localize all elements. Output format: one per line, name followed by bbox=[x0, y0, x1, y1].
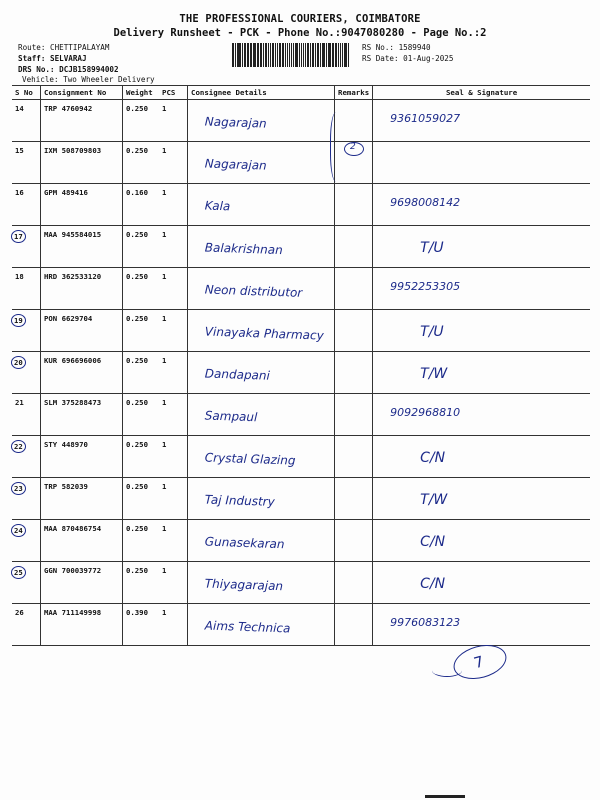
row-consignment-text: IXM 508709803 bbox=[44, 146, 102, 155]
table-row bbox=[12, 352, 590, 394]
col-consignee: Consignee Details bbox=[188, 86, 335, 100]
col-consignment: Consignment No bbox=[41, 86, 123, 100]
row-signature bbox=[373, 268, 590, 310]
row-signature bbox=[373, 310, 590, 352]
row-sno-text: 26 bbox=[15, 608, 24, 617]
signature-handwriting bbox=[376, 146, 587, 154]
row-remarks bbox=[335, 310, 373, 352]
row-consignee bbox=[188, 352, 335, 394]
signature-handwriting: C/N bbox=[420, 450, 446, 466]
signature-handwriting: C/N bbox=[420, 534, 446, 550]
col-weight: Weight bbox=[123, 86, 160, 100]
row-pcs bbox=[159, 226, 188, 268]
row-weight-text: 0.250 bbox=[126, 398, 148, 407]
row-consignee bbox=[188, 142, 335, 184]
consignee-handwriting: Taj Industry bbox=[204, 492, 275, 509]
row-sno bbox=[12, 352, 41, 394]
row-consignee bbox=[188, 268, 335, 310]
row-pcs bbox=[159, 562, 188, 604]
row-consignment bbox=[41, 310, 123, 352]
row-remarks bbox=[335, 604, 373, 646]
row-pcs-text: 1 bbox=[162, 356, 167, 365]
signature-handwriting: 9698008142 bbox=[390, 196, 461, 209]
row-pcs-text: 1 bbox=[162, 188, 167, 197]
row-sno-text: 25 bbox=[11, 566, 26, 579]
row-remarks bbox=[335, 268, 373, 310]
row-consignee bbox=[188, 184, 335, 226]
rs-number: RS No.: 1589940 bbox=[362, 43, 431, 52]
row-weight-text: 0.250 bbox=[126, 146, 148, 155]
row-weight bbox=[123, 436, 160, 478]
table-row bbox=[12, 100, 590, 142]
row-pcs bbox=[159, 478, 188, 520]
row-pcs-text: 1 bbox=[162, 146, 167, 155]
row-weight bbox=[123, 352, 160, 394]
table-row bbox=[12, 184, 590, 226]
row-weight-text: 0.160 bbox=[126, 188, 148, 197]
signature-handwriting: 9976083123 bbox=[390, 616, 461, 629]
row-consignment bbox=[41, 100, 123, 142]
row-signature bbox=[373, 520, 590, 562]
row-pcs-text: 1 bbox=[162, 608, 167, 617]
row-consignment bbox=[41, 436, 123, 478]
row-consignee bbox=[188, 562, 335, 604]
table-row bbox=[12, 226, 590, 268]
company-title: THE PROFESSIONAL COURIERS, COIMBATORE bbox=[179, 13, 421, 25]
row-consignment bbox=[41, 268, 123, 310]
row-sno bbox=[12, 562, 41, 604]
drs-number: DRS No.: DCJB158994002 bbox=[18, 65, 119, 74]
row-weight-text: 0.250 bbox=[126, 314, 148, 323]
row-weight-text: 0.250 bbox=[126, 440, 148, 449]
row-weight-text: 0.250 bbox=[126, 482, 148, 491]
row-sno-text: 18 bbox=[15, 272, 24, 281]
row-consignment bbox=[41, 520, 123, 562]
signature-handwriting: T/W bbox=[420, 492, 448, 508]
row-sno bbox=[12, 142, 41, 184]
row-consignment-text: TRP 4760942 bbox=[44, 104, 93, 113]
col-sno: S No bbox=[12, 86, 41, 100]
row-sno bbox=[12, 226, 41, 268]
consignee-handwriting: Crystal Glazing bbox=[204, 450, 296, 468]
col-remarks: Remarks bbox=[335, 86, 373, 100]
row-pcs bbox=[159, 520, 188, 562]
row-consignment-text: PON 6629704 bbox=[44, 314, 93, 323]
row-pcs-text: 1 bbox=[162, 272, 167, 281]
barcode bbox=[232, 43, 350, 67]
row-pcs-text: 1 bbox=[162, 230, 167, 239]
row-sno-text: 14 bbox=[15, 104, 24, 113]
row-sno-text: 16 bbox=[15, 188, 24, 197]
row-weight bbox=[123, 604, 160, 646]
row-weight bbox=[123, 520, 160, 562]
row-weight bbox=[123, 478, 160, 520]
row-sno-text: 15 bbox=[15, 146, 24, 155]
row-weight-text: 0.250 bbox=[126, 566, 148, 575]
row-consignment-text: SLM 375288473 bbox=[44, 398, 102, 407]
consignee-handwriting: Kala bbox=[204, 198, 231, 214]
row-sno bbox=[12, 268, 41, 310]
row-consignment bbox=[41, 478, 123, 520]
consignee-handwriting: Gunasekaran bbox=[204, 534, 285, 552]
table-row bbox=[12, 310, 590, 352]
consignee-handwriting: Neon distributor bbox=[204, 282, 303, 300]
row-weight bbox=[123, 310, 160, 352]
row-remarks bbox=[335, 478, 373, 520]
row-consignment-text: KUR 696696006 bbox=[44, 356, 102, 365]
col-pcs: PCS bbox=[159, 86, 188, 100]
table-row bbox=[12, 436, 590, 478]
row-pcs bbox=[159, 394, 188, 436]
consignee-handwriting: Vinayaka Pharmacy bbox=[204, 324, 324, 343]
row-weight-text: 0.250 bbox=[126, 356, 148, 365]
row-pcs bbox=[159, 604, 188, 646]
row-sno-text: 23 bbox=[11, 482, 26, 495]
row-pcs-text: 1 bbox=[162, 440, 167, 449]
row-remarks bbox=[335, 436, 373, 478]
row-sno-text: 20 bbox=[11, 356, 26, 369]
consignee-handwriting: Sampaul bbox=[204, 408, 258, 425]
row-consignment-text: STY 448970 bbox=[44, 440, 88, 449]
row-sno-text: 24 bbox=[11, 524, 26, 537]
consignee-handwriting: Nagarajan bbox=[204, 114, 267, 131]
row-consignee bbox=[188, 478, 335, 520]
row-signature bbox=[373, 604, 590, 646]
row-consignment bbox=[41, 352, 123, 394]
row-consignment bbox=[41, 142, 123, 184]
row-pcs bbox=[159, 142, 188, 184]
row-consignee bbox=[188, 226, 335, 268]
row-weight bbox=[123, 226, 160, 268]
row-signature bbox=[373, 478, 590, 520]
row-weight bbox=[123, 142, 160, 184]
row-pcs-text: 1 bbox=[162, 314, 167, 323]
col-signature: Seal & Signature bbox=[373, 86, 590, 100]
row-pcs-text: 1 bbox=[162, 482, 167, 491]
row-sno bbox=[12, 604, 41, 646]
row-consignment bbox=[41, 604, 123, 646]
row-sno-text: 19 bbox=[11, 314, 26, 327]
row-remarks bbox=[335, 394, 373, 436]
staff-label: Staff: SELVARAJ bbox=[18, 54, 87, 63]
vehicle-label: Vehicle: Two Wheeler Delivery bbox=[22, 75, 155, 84]
row-signature bbox=[373, 142, 590, 184]
row-weight-text: 0.390 bbox=[126, 608, 148, 617]
signature-handwriting: 9361059027 bbox=[390, 112, 461, 125]
row-remarks bbox=[335, 184, 373, 226]
row-pcs-text: 1 bbox=[162, 398, 167, 407]
row-weight bbox=[123, 394, 160, 436]
row-pcs-text: 1 bbox=[162, 104, 167, 113]
row-pcs-text: 1 bbox=[162, 566, 167, 575]
row-signature bbox=[373, 562, 590, 604]
remark-bracket bbox=[330, 112, 345, 182]
delivery-table bbox=[12, 85, 590, 646]
row-consignee bbox=[188, 436, 335, 478]
row-weight-text: 0.250 bbox=[126, 230, 148, 239]
row-consignment bbox=[41, 394, 123, 436]
row-pcs bbox=[159, 436, 188, 478]
row-weight bbox=[123, 562, 160, 604]
rs-date: RS Date: 01-Aug-2025 bbox=[362, 54, 454, 63]
row-consignment-text: GPM 489416 bbox=[44, 188, 88, 197]
row-weight-text: 0.250 bbox=[126, 272, 148, 281]
table-row bbox=[12, 394, 590, 436]
row-consignee bbox=[188, 100, 335, 142]
row-signature bbox=[373, 394, 590, 436]
route-label: Route: CHETTIPALAYAM bbox=[18, 43, 110, 52]
consignee-handwriting: Dandapani bbox=[204, 366, 271, 383]
row-signature bbox=[373, 352, 590, 394]
row-pcs bbox=[159, 268, 188, 310]
bottom-scribble bbox=[425, 795, 465, 798]
remark-mark: 2 bbox=[350, 142, 356, 152]
signature-handwriting: T/U bbox=[420, 324, 444, 340]
row-pcs bbox=[159, 184, 188, 226]
row-sno bbox=[12, 520, 41, 562]
row-consignment-text: MAA 945584015 bbox=[44, 230, 102, 239]
row-sno bbox=[12, 184, 41, 226]
table-row bbox=[12, 562, 590, 604]
table-header-row bbox=[12, 86, 590, 100]
remark-circle bbox=[344, 142, 364, 156]
consignee-handwriting: Aims Technica bbox=[204, 618, 291, 636]
row-consignment-text: MAA 870486754 bbox=[44, 524, 102, 533]
row-consignee bbox=[188, 310, 335, 352]
row-weight-text: 0.250 bbox=[126, 524, 148, 533]
page-count-circle bbox=[450, 640, 510, 685]
row-sno-text: 21 bbox=[15, 398, 24, 407]
signature-handwriting: T/W bbox=[420, 366, 448, 382]
row-consignee bbox=[188, 520, 335, 562]
consignee-handwriting: Balakrishnan bbox=[204, 240, 283, 258]
row-sno bbox=[12, 310, 41, 352]
row-sno bbox=[12, 436, 41, 478]
row-remarks bbox=[335, 226, 373, 268]
row-sno-text: 17 bbox=[11, 230, 26, 243]
row-sno bbox=[12, 100, 41, 142]
row-remarks bbox=[335, 520, 373, 562]
table-row bbox=[12, 478, 590, 520]
row-consignment-text: TRP 582039 bbox=[44, 482, 88, 491]
table-row bbox=[12, 142, 590, 184]
row-weight bbox=[123, 100, 160, 142]
row-consignment-text: GGN 700039772 bbox=[44, 566, 102, 575]
row-weight-text: 0.250 bbox=[126, 104, 148, 113]
signature-handwriting: T/U bbox=[420, 240, 444, 256]
table-row bbox=[12, 604, 590, 646]
consignee-handwriting: Nagarajan bbox=[204, 156, 267, 173]
row-signature bbox=[373, 184, 590, 226]
table-row bbox=[12, 520, 590, 562]
row-consignment-text: MAA 711149998 bbox=[44, 608, 102, 617]
row-pcs bbox=[159, 352, 188, 394]
row-remarks bbox=[335, 352, 373, 394]
runsheet-subtitle: Delivery Runsheet - PCK - Phone No.:9047080280 - Page No.:2 bbox=[113, 27, 487, 39]
row-consignee bbox=[188, 394, 335, 436]
signature-handwriting: 9952253305 bbox=[390, 280, 461, 293]
row-sno bbox=[12, 478, 41, 520]
row-weight bbox=[123, 268, 160, 310]
signature-handwriting: C/N bbox=[420, 576, 446, 592]
row-remarks bbox=[335, 562, 373, 604]
row-consignment bbox=[41, 184, 123, 226]
row-signature bbox=[373, 226, 590, 268]
row-sno-text: 22 bbox=[11, 440, 26, 453]
row-pcs bbox=[159, 100, 188, 142]
row-pcs-text: 1 bbox=[162, 524, 167, 533]
row-consignee bbox=[188, 604, 335, 646]
row-sno bbox=[12, 394, 41, 436]
row-consignment bbox=[41, 562, 123, 604]
row-pcs bbox=[159, 310, 188, 352]
consignee-handwriting: Thiyagarajan bbox=[204, 576, 284, 594]
table-row bbox=[12, 268, 590, 310]
row-signature bbox=[373, 100, 590, 142]
row-consignment bbox=[41, 226, 123, 268]
page-count-value: 7 bbox=[471, 652, 486, 673]
row-consignment-text: HRD 362533120 bbox=[44, 272, 102, 281]
signature-handwriting: 9092968810 bbox=[390, 406, 461, 419]
row-signature bbox=[373, 436, 590, 478]
row-weight bbox=[123, 184, 160, 226]
